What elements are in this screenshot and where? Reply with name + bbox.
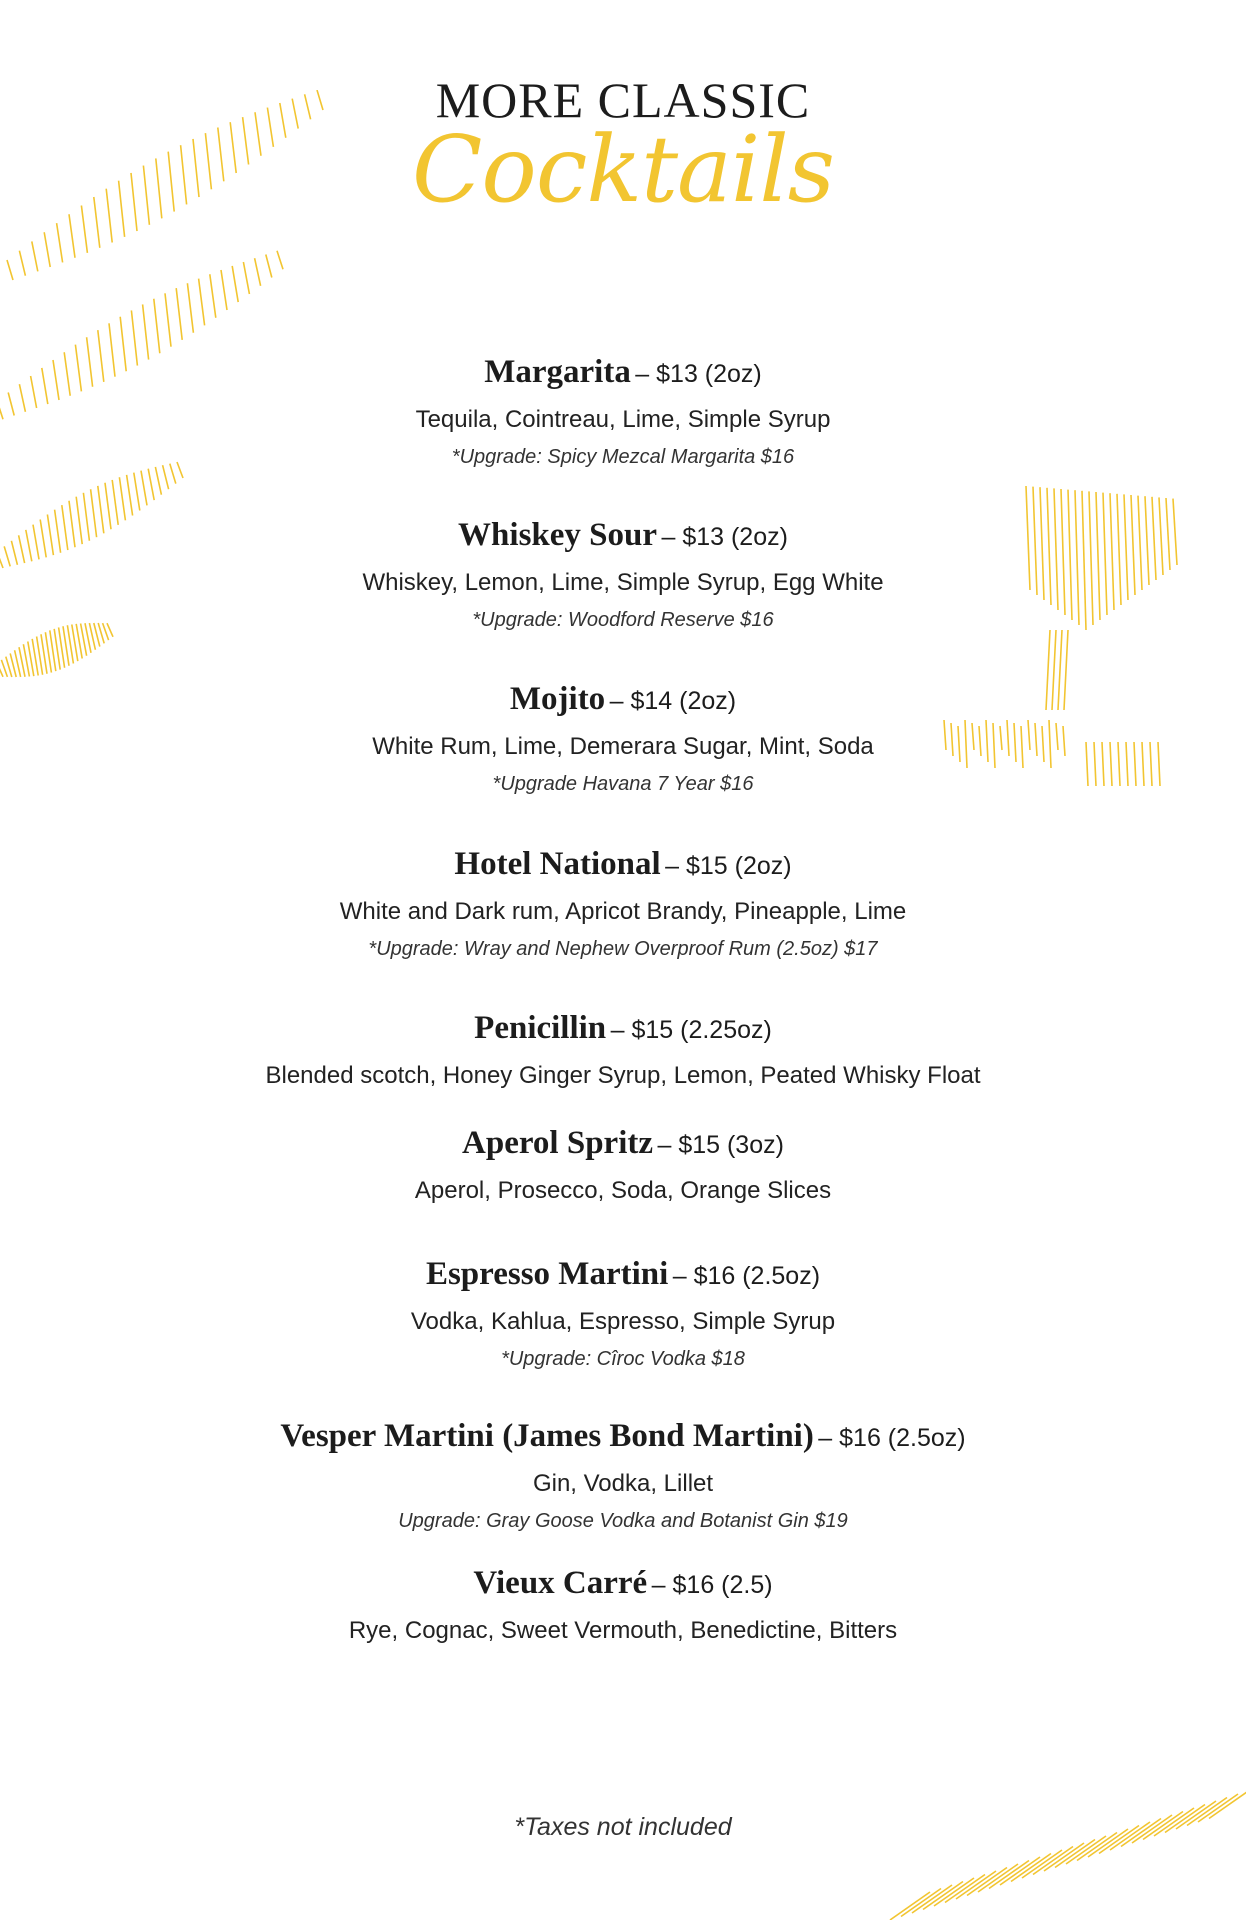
drink-price: – $13 (2oz) [661, 523, 788, 551]
drink-ingredients: White and Dark rum, Apricot Brandy, Pineapple, Lime [339, 898, 907, 925]
drink-ingredients: Gin, Vodka, Lillet [532, 1470, 714, 1497]
drink-name: Mojito [509, 681, 606, 717]
drink-upgrade: Upgrade: Gray Goose Vodka and Botanist Gin $19 [398, 1510, 848, 1532]
drink-ingredients: White Rum, Lime, Demerara Sugar, Mint, Soda [372, 733, 874, 760]
drink-name: Aperol Spritz [462, 1125, 654, 1161]
menu-item-whiskey-sour [0, 515, 1246, 635]
drink-ingredients: Rye, Cognac, Sweet Vermouth, Benedictine, Bitters [348, 1617, 898, 1644]
drink-upgrade: *Upgrade: Cîroc Vodka $18 [501, 1348, 745, 1370]
drink-price: – $16 (2.5oz) [818, 1424, 966, 1452]
menu-item-vieux-carre [0, 1563, 1246, 1653]
palm-leaf-icon [880, 1780, 1246, 1920]
drink-name: Whiskey Sour [458, 517, 658, 553]
menu-header [0, 72, 1246, 223]
menu-item-aperol-spritz [0, 1123, 1246, 1213]
drink-ingredients: Vodka, Kahlua, Espresso, Simple Syrup [410, 1308, 836, 1335]
drink-price: – $14 (2oz) [609, 687, 737, 715]
menu-item-vesper-martini [0, 1416, 1246, 1536]
drink-price: – $13 (2oz) [635, 360, 762, 388]
menu-item-hotel-national [0, 844, 1246, 964]
drink-price: – $15 (3oz) [657, 1131, 784, 1159]
menu-item-mojito [0, 679, 1246, 799]
tax-note: *Taxes not included [514, 1813, 732, 1841]
drink-name: Hotel National [454, 846, 661, 882]
drink-ingredients: Tequila, Cointreau, Lime, Simple Syrup [415, 406, 831, 433]
drink-upgrade: *Upgrade Havana 7 Year $16 [492, 773, 754, 795]
drink-price: – $15 (2oz) [665, 852, 792, 880]
drink-name: Vesper Martini (James Bond Martini) [280, 1418, 814, 1454]
drink-name: Vieux Carré [473, 1565, 648, 1601]
drink-upgrade: *Upgrade: Wray and Nephew Overproof Rum (2.5oz) $17 [368, 938, 878, 960]
menu-subtitle: Cocktails [412, 116, 834, 223]
drink-upgrade: *Upgrade: Spicy Mezcal Margarita $16 [451, 446, 795, 468]
drink-ingredients: Whiskey, Lemon, Lime, Simple Syrup, Egg White [362, 569, 884, 596]
drink-upgrade: *Upgrade: Woodford Reserve $16 [472, 609, 774, 631]
drink-price: – $16 (2.5) [651, 1571, 773, 1599]
drink-name: Penicillin [474, 1010, 607, 1046]
drink-name: Margarita [484, 354, 631, 390]
drink-ingredients: Aperol, Prosecco, Soda, Orange Slices [414, 1177, 832, 1204]
drink-ingredients: Blended scotch, Honey Ginger Syrup, Lemon, Peated Whisky Float [265, 1062, 981, 1089]
drink-name: Espresso Martini [425, 1256, 669, 1292]
menu-title: MORE CLASSIC [435, 72, 811, 128]
drink-price: – $15 (2.25oz) [610, 1016, 772, 1044]
menu-item-penicillin [0, 1008, 1246, 1098]
menu-item-espresso-martini [0, 1254, 1246, 1374]
drink-price: – $16 (2.5oz) [672, 1262, 821, 1290]
menu-item-margarita [0, 352, 1246, 472]
